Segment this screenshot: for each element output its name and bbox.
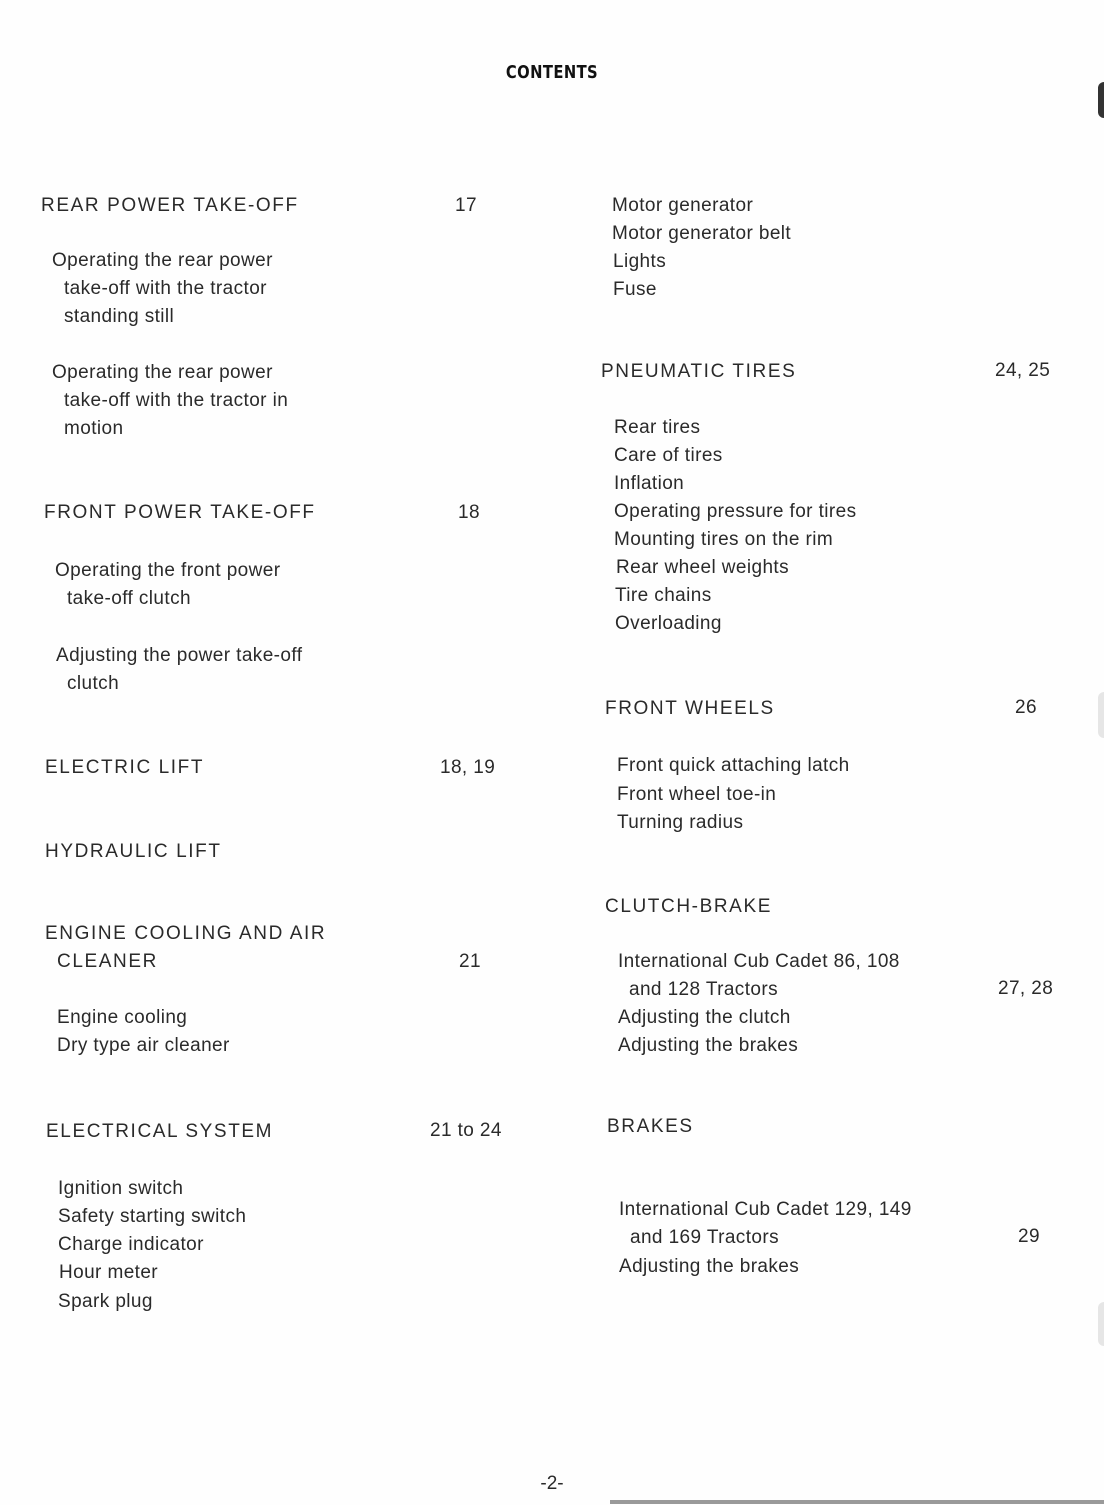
page-ref-engine-cooling: 21	[459, 951, 481, 972]
toc-entry: standing still	[64, 306, 175, 327]
heading-pneumatic-tires: PNEUMATIC TIRES	[601, 361, 797, 382]
heading-brakes: BRAKES	[607, 1116, 694, 1137]
toc-entry: Motor generator	[612, 195, 754, 216]
page-ref-pneumatic-tires: 24, 25	[995, 360, 1051, 381]
toc-entry: Charge indicator	[58, 1234, 204, 1255]
toc-entry: Adjusting the clutch	[618, 1007, 791, 1028]
page-ref-front-wheels: 26	[1015, 697, 1037, 718]
toc-entry: Operating the rear power	[52, 250, 273, 271]
page-ref-rear-power-take-off: 17	[455, 195, 477, 216]
toc-entry: Mounting tires on the rim	[614, 529, 834, 550]
toc-entry: take-off with the tractor	[64, 278, 267, 299]
toc-entry: International Cub Cadet 129, 149	[619, 1199, 912, 1220]
scan-edge-line	[610, 1500, 1104, 1504]
toc-entry: Hour meter	[59, 1262, 159, 1283]
toc-entry: Adjusting the brakes	[618, 1035, 799, 1056]
heading-engine-cooling: ENGINE COOLING AND AIR	[45, 923, 327, 944]
binder-hole-mark	[1098, 1302, 1104, 1346]
page-ref-electrical-system: 21 to 24	[430, 1120, 502, 1141]
toc-entry: and 128 Tractors	[629, 979, 778, 1000]
toc-entry: Turning radius	[617, 812, 744, 833]
toc-entry: Adjusting the brakes	[619, 1256, 800, 1277]
page-title: CONTENTS	[505, 62, 599, 83]
heading-electrical-system: ELECTRICAL SYSTEM	[46, 1121, 274, 1142]
toc-entry: Motor generator belt	[612, 223, 792, 244]
heading-electric-lift: ELECTRIC LIFT	[45, 757, 205, 778]
toc-entry: motion	[64, 418, 124, 439]
heading-front-wheels: FRONT WHEELS	[605, 698, 775, 719]
binder-hole-mark	[1098, 692, 1104, 738]
page-ref-front-power-take-off: 18	[458, 502, 480, 523]
toc-entry: Operating pressure for tires	[614, 501, 857, 522]
toc-entry: Dry type air cleaner	[57, 1035, 230, 1056]
toc-entry: Spark plug	[58, 1291, 153, 1312]
page-number: -2-	[540, 1473, 564, 1494]
page-ref-electric-lift: 18, 19	[440, 757, 496, 778]
toc-entry: Front wheel toe-in	[617, 784, 777, 805]
toc-entry: Tire chains	[615, 585, 712, 606]
toc-entry: Overloading	[615, 613, 722, 634]
heading-clutch-brake: CLUTCH-BRAKE	[605, 896, 772, 917]
page-ref-clutch-brake: 27, 28	[998, 978, 1054, 999]
toc-entry: Operating the rear power	[52, 362, 273, 383]
toc-entry: Fuse	[613, 279, 657, 300]
toc-entry: Engine cooling	[57, 1007, 188, 1028]
toc-entry: Safety starting switch	[58, 1206, 247, 1227]
toc-entry: Front quick attaching latch	[617, 755, 850, 776]
toc-entry: International Cub Cadet 86, 108	[618, 951, 900, 972]
toc-entry: clutch	[67, 673, 120, 694]
heading-rear-power-take-off: REAR POWER TAKE-OFF	[41, 195, 299, 216]
toc-entry: and 169 Tractors	[630, 1227, 779, 1248]
toc-entry: Operating the front power	[55, 560, 281, 581]
toc-entry: Lights	[613, 251, 667, 272]
binder-hole-mark	[1098, 82, 1104, 118]
toc-entry: Ignition switch	[58, 1178, 184, 1199]
heading-engine-cooling-cont: CLEANER	[57, 951, 158, 972]
page-ref-brakes: 29	[1018, 1226, 1040, 1247]
toc-entry: Care of tires	[614, 445, 723, 466]
toc-entry: take-off clutch	[67, 588, 191, 609]
toc-entry: Rear wheel weights	[616, 557, 790, 578]
toc-entry: Rear tires	[614, 417, 701, 438]
toc-entry: Inflation	[614, 473, 685, 494]
toc-entry: take-off with the tractor in	[64, 390, 289, 411]
toc-entry: Adjusting the power take-off	[56, 645, 303, 666]
heading-hydraulic-lift: HYDRAULIC LIFT	[45, 841, 222, 862]
heading-front-power-take-off: FRONT POWER TAKE-OFF	[44, 502, 316, 523]
